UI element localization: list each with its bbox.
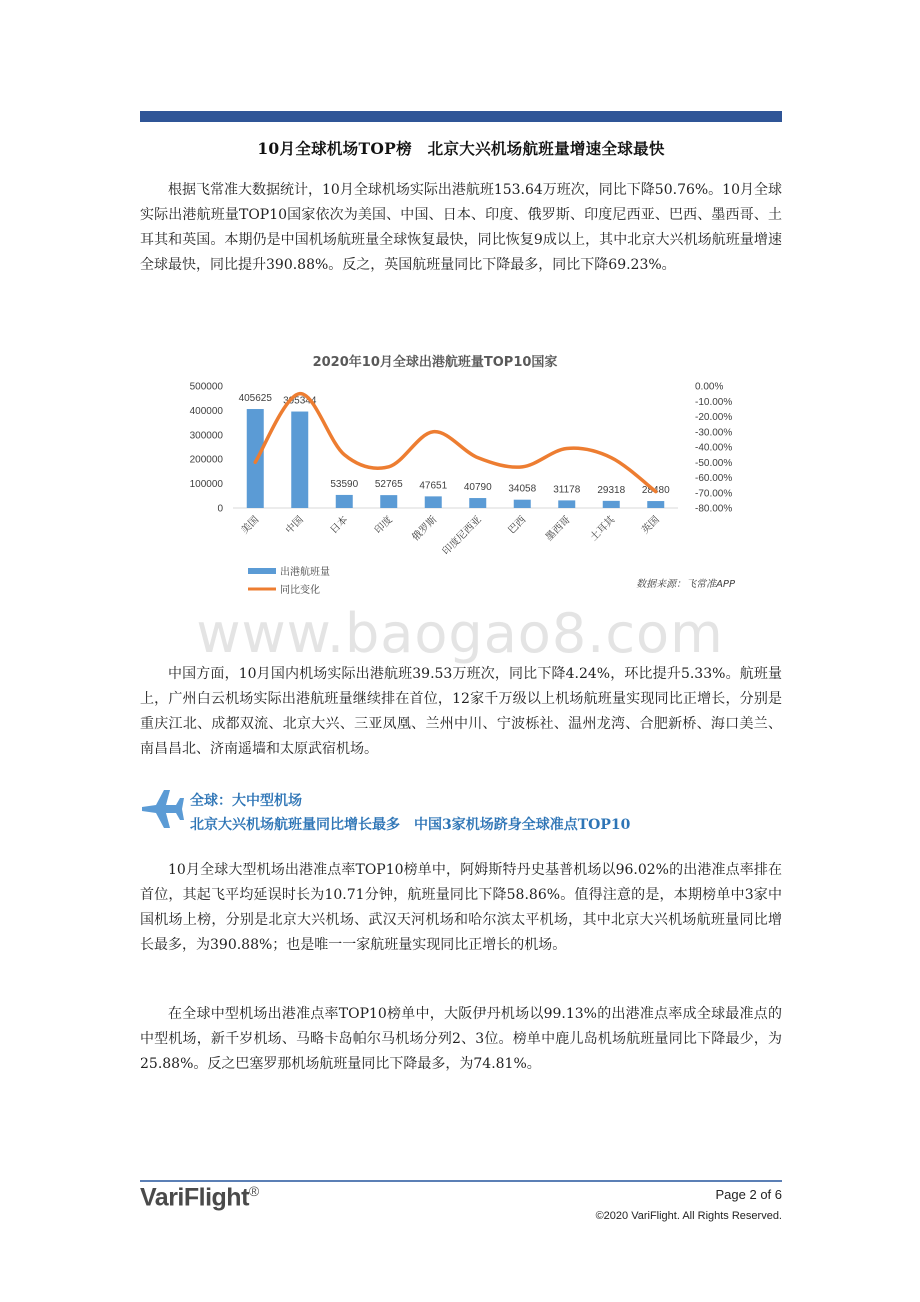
airplane-icon [140, 786, 186, 832]
x-tick-label: 美国 [239, 514, 262, 537]
china-text: 中国方面，10月国内机场实际出港航班39.53万班次，同比下降4.24%，环比提升5.33%。航班量上，广州白云机场实际出港航班量继续排在首位，12家千万级以上机场航班量实现同比正增长，分别是重庆江北、成都双流、北京大兴、三亚凤凰、兰州中川、宁波栎社、温州龙湾、合肥新桥、海口美兰、南昌昌北、济南遥墙和太原武宿机场。 [140, 666, 782, 757]
y-tick-right: -30.00% [695, 427, 733, 439]
medium-airport-paragraph [140, 1002, 782, 1077]
section-heading-line2: 北京大兴机场航班量同比增长最多 中国3家机场跻身全球准点TOP10 [190, 817, 631, 833]
chart-svg [170, 338, 760, 608]
x-tick-label: 墨西哥 [543, 514, 573, 544]
y-tick-left: 200000 [189, 454, 223, 466]
bar [469, 498, 486, 508]
data-label: 395344 [283, 395, 317, 407]
x-tick-label: 日本 [328, 514, 351, 537]
x-tick-label: 中国 [283, 514, 306, 537]
page-title: 10月全球机场TOP榜 北京大兴机场航班量增速全球最快 [257, 139, 665, 158]
large-airport-paragraph [140, 858, 782, 958]
copyright: ©2020 VariFlight. All Rights Reserved. [595, 1210, 782, 1222]
y-tick-left: 100000 [189, 479, 223, 491]
section-heading-line1: 全球：大中型机场 [190, 793, 302, 809]
data-label: 405625 [238, 393, 272, 405]
y-tick-right: -20.00% [695, 412, 733, 423]
logo-mark: ® [248, 1183, 259, 1199]
x-tick-label: 印度 [372, 514, 395, 537]
y-tick-right: -60.00% [695, 473, 733, 484]
bar [380, 495, 397, 508]
chart-title: 2020年10月全球出港航班量TOP10国家 [312, 355, 558, 370]
y-tick-right: 0.00% [695, 381, 724, 393]
bar [336, 495, 353, 508]
intro-text: 根据飞常准大数据统计，10月全球机场实际出港航班153.64万班次，同比下降50.76%。10月全球实际出港航班量TOP10国家依次为美国、中国、日本、印度、俄罗斯、印度尼西亚、巴西、墨西哥、土耳其和英国。本期仍是中国机场航班量全球恢复最快，同比恢复9成以上，其中北京大兴机场航班量增速全球最快，同比提升390.88%。反之，英国航班量同比下降最多，同比下降69.23%。 [140, 182, 782, 273]
chart-source: 数据来源：飞常准APP [636, 579, 735, 590]
bar [603, 501, 620, 508]
bar [425, 496, 442, 508]
data-label: 52765 [374, 479, 403, 491]
y-tick-right: -40.00% [695, 442, 733, 454]
y-tick-right: -10.00% [695, 396, 733, 408]
medium-airport-text: 在全球中型机场出港准点率TOP10榜单中，大阪伊丹机场以99.13%的出港准点率成全球最准点的中型机场，新千岁机场、马略卡岛帕尔马机场分列2、3位。榜单中鹿儿岛机场航班量同比下降最少，为25.88%。反之巴塞罗那机场航班量同比下降最多，为74.81%。 [140, 1006, 782, 1072]
data-label: 34058 [508, 483, 537, 495]
series-line-yoy [255, 394, 656, 492]
data-label: 47651 [419, 480, 448, 492]
y-tick-left: 400000 [189, 405, 223, 417]
x-tick-label: 俄罗斯 [410, 514, 440, 544]
footer-divider [140, 1180, 782, 1182]
chart [170, 338, 760, 608]
bar [558, 500, 575, 508]
page-number: Page 2 of 6 [715, 1187, 782, 1202]
legend-swatch-bar [248, 568, 276, 574]
large-airport-text: 10月全球大型机场出港准点率TOP10榜单中，阿姆斯特丹史基普机场以96.02%的出港准点率排在首位，其起飞平均延误时长为10.71分钟，航班量同比下降58.86%。值得注意的是，本期榜单中3家中国机场上榜，分别是北京大兴机场、武汉天河机场和哈尔滨太平机场，其中北京大兴机场航班量同比增长最多，为390.88%；也是唯一一家航班量实现同比正增长的机场。 [140, 862, 782, 953]
y-tick-left: 0 [217, 503, 223, 515]
data-label: 31178 [553, 484, 581, 496]
section-heading [190, 789, 630, 837]
y-tick-left: 300000 [189, 430, 223, 442]
data-label: 28480 [641, 485, 670, 497]
intro-paragraph [140, 178, 782, 278]
logo-text: VariFlight [140, 1183, 249, 1212]
header-bar [140, 111, 782, 122]
data-label: 29318 [597, 484, 626, 496]
legend-label-line: 同比变化 [280, 585, 320, 596]
bar [647, 501, 664, 508]
bar [247, 409, 264, 508]
x-tick-label: 巴西 [506, 514, 529, 537]
x-tick-label: 英国 [639, 514, 662, 537]
y-tick-right: -80.00% [695, 503, 733, 515]
bar [514, 500, 531, 508]
y-tick-right: -70.00% [695, 488, 733, 500]
legend-label-bar: 出港航班量 [280, 567, 330, 578]
data-label: 40790 [463, 482, 492, 494]
china-paragraph [140, 662, 782, 762]
bar [291, 412, 308, 508]
x-tick-label: 印度尼西亚 [440, 514, 484, 558]
y-tick-left: 500000 [189, 381, 223, 393]
data-label: 53590 [330, 478, 359, 490]
x-tick-label: 土耳其 [588, 514, 618, 544]
y-tick-right: -50.00% [695, 457, 733, 469]
variflight-logo [140, 1183, 259, 1212]
watermark: www.baogao8.com [196, 602, 724, 665]
